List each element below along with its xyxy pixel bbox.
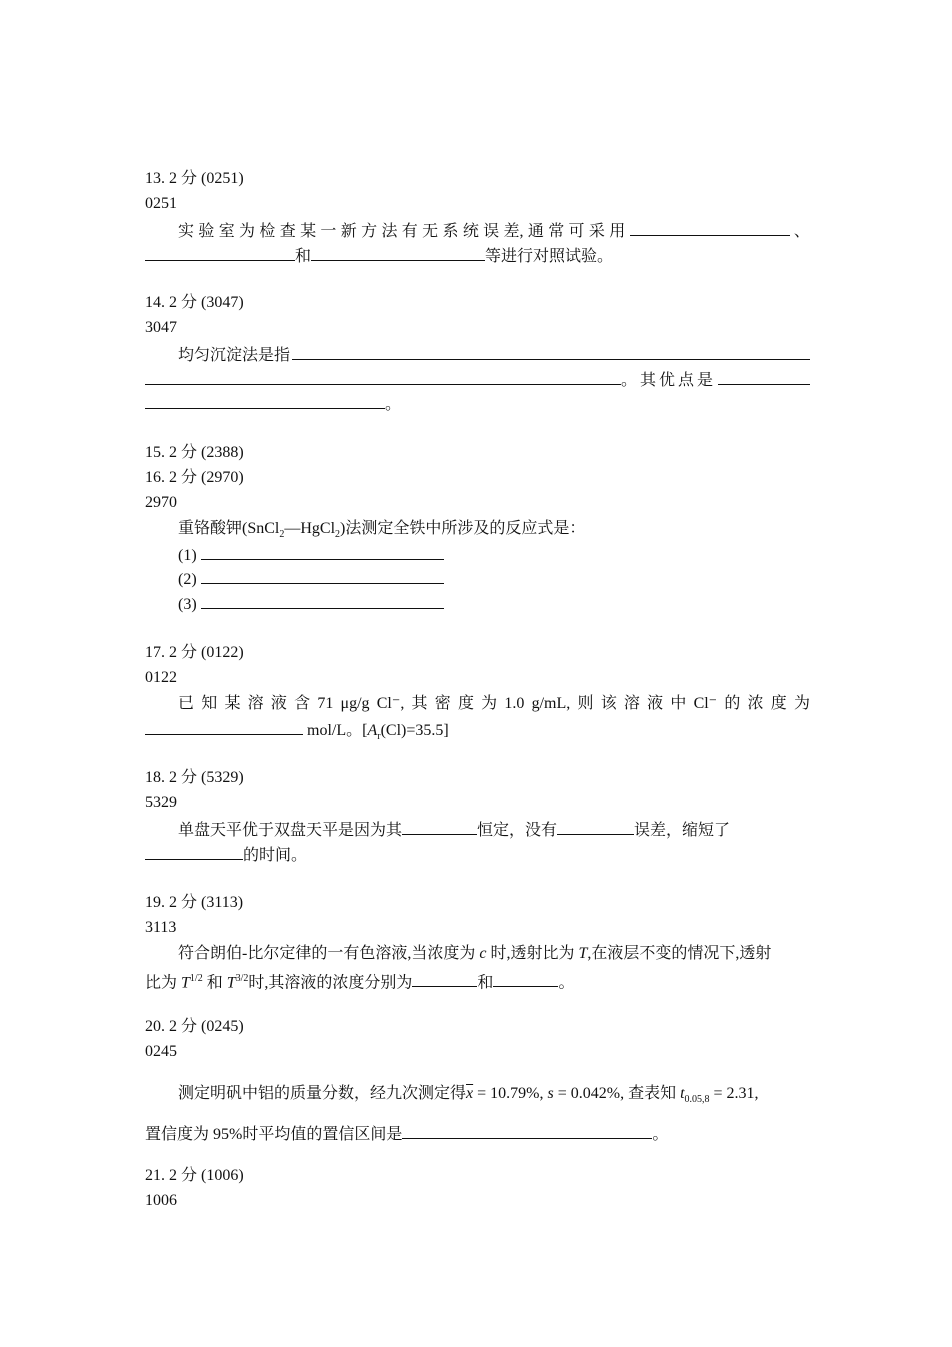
answer-blank[interactable]	[630, 218, 790, 236]
question-code: 3113	[145, 918, 177, 936]
question-21	[145, 1164, 810, 1213]
question-text-line: 已 知 某 溶 液 含 71 μg/g Cl⁻, 其 密 度 为 1.0 g/mL, 则 该 溶 液 中 Cl⁻ 的 浓 度 为	[178, 695, 810, 712]
answer-blank[interactable]	[718, 367, 810, 385]
question-text-line: mol/L。$[A_r(Cl)=35.5]$	[145, 717, 810, 742]
question-code: 5329	[145, 793, 177, 811]
question-15	[145, 441, 810, 466]
answer-blank[interactable]	[145, 842, 243, 860]
question-text-line: 的时间。	[145, 842, 810, 867]
question-14	[145, 291, 810, 416]
question-text-line: 置信度为 95%时平均值的置信区间是 。	[145, 1121, 810, 1146]
question-code: 2970	[145, 493, 177, 511]
question-text-line: 。	[145, 391, 810, 416]
question-header: 20. 2 分 (0245)	[145, 1018, 244, 1035]
question-header: 17. 2 分 (0122)	[145, 644, 244, 661]
answer-blank[interactable]	[292, 342, 810, 360]
question-18	[145, 766, 810, 866]
question-13	[145, 167, 810, 267]
reaction-item-2: (2)	[145, 566, 810, 591]
question-text-line: 单盘天平优于双盘天平是因为其 恒定，没有 误差，缩短了	[145, 817, 810, 842]
question-20	[145, 1015, 810, 1145]
question-text-line: 重铬酸钾(SnCl$_2$—HgCl$_2$)法测定全铁中所涉及的反应式是：	[178, 520, 586, 541]
answer-blank[interactable]	[145, 717, 303, 735]
question-text-line: 符合朗伯-比尔定律的一有色溶液,当浓度为 c 时,透射比为 T,在液层不变的情况下,透射	[178, 945, 772, 962]
reaction-item-3: (3)	[145, 591, 810, 616]
answer-blank[interactable]	[402, 817, 477, 835]
question-text-line: 比为 $T^{1/2}$ 和 $T^{3/2}$时,其溶液的浓度分别为 和 。	[145, 967, 810, 992]
answer-blank[interactable]	[402, 1121, 652, 1139]
question-code: 1006	[145, 1191, 177, 1209]
question-header: 14. 2 分 (3047)	[145, 294, 244, 311]
answer-blank[interactable]	[493, 969, 558, 987]
answer-blank[interactable]	[201, 591, 444, 609]
answer-blank[interactable]	[145, 243, 295, 261]
question-text-line: 和 等进行对照试验。	[145, 243, 810, 268]
question-code: 3047	[145, 318, 177, 336]
question-header: 18. 2 分 (5329)	[145, 769, 244, 786]
answer-blank[interactable]	[145, 367, 621, 385]
question-text-line: 测定明矾中铝的质量分数，经九次测定得$\overline{x} = 10.79\%$, s = 0.042%, 查表知 $t_{0.05,8} = 2.31$,	[178, 1085, 759, 1106]
question-header: 19. 2 分 (3113)	[145, 894, 244, 911]
question-code: 0245	[145, 1042, 177, 1060]
question-header: 16. 2 分 (2970)	[145, 469, 244, 486]
question-header: 13. 2 分 (0251)	[145, 170, 244, 187]
question-19	[145, 891, 810, 991]
reaction-item-1: (1)	[145, 542, 810, 567]
answer-blank[interactable]	[412, 969, 477, 987]
question-header: 21. 2 分 (1006)	[145, 1167, 244, 1184]
answer-blank[interactable]	[311, 243, 485, 261]
answer-blank[interactable]	[201, 542, 444, 560]
question-text-line: 实 验 室 为 检 查 某 一 新 方 法 有 无 系 统 误 差, 通 常 可 采 用 、	[145, 218, 810, 243]
answer-blank[interactable]	[201, 566, 444, 584]
question-text-line: 均匀沉淀法是指	[145, 342, 810, 367]
question-16	[145, 466, 810, 615]
question-text-line: 。其优点是	[145, 367, 810, 392]
question-header: 15. 2 分 (2388)	[145, 444, 244, 461]
question-17	[145, 641, 810, 741]
question-code: 0122	[145, 668, 177, 686]
answer-blank[interactable]	[557, 817, 634, 835]
answer-blank[interactable]	[145, 391, 385, 409]
question-code: 0251	[145, 194, 177, 212]
